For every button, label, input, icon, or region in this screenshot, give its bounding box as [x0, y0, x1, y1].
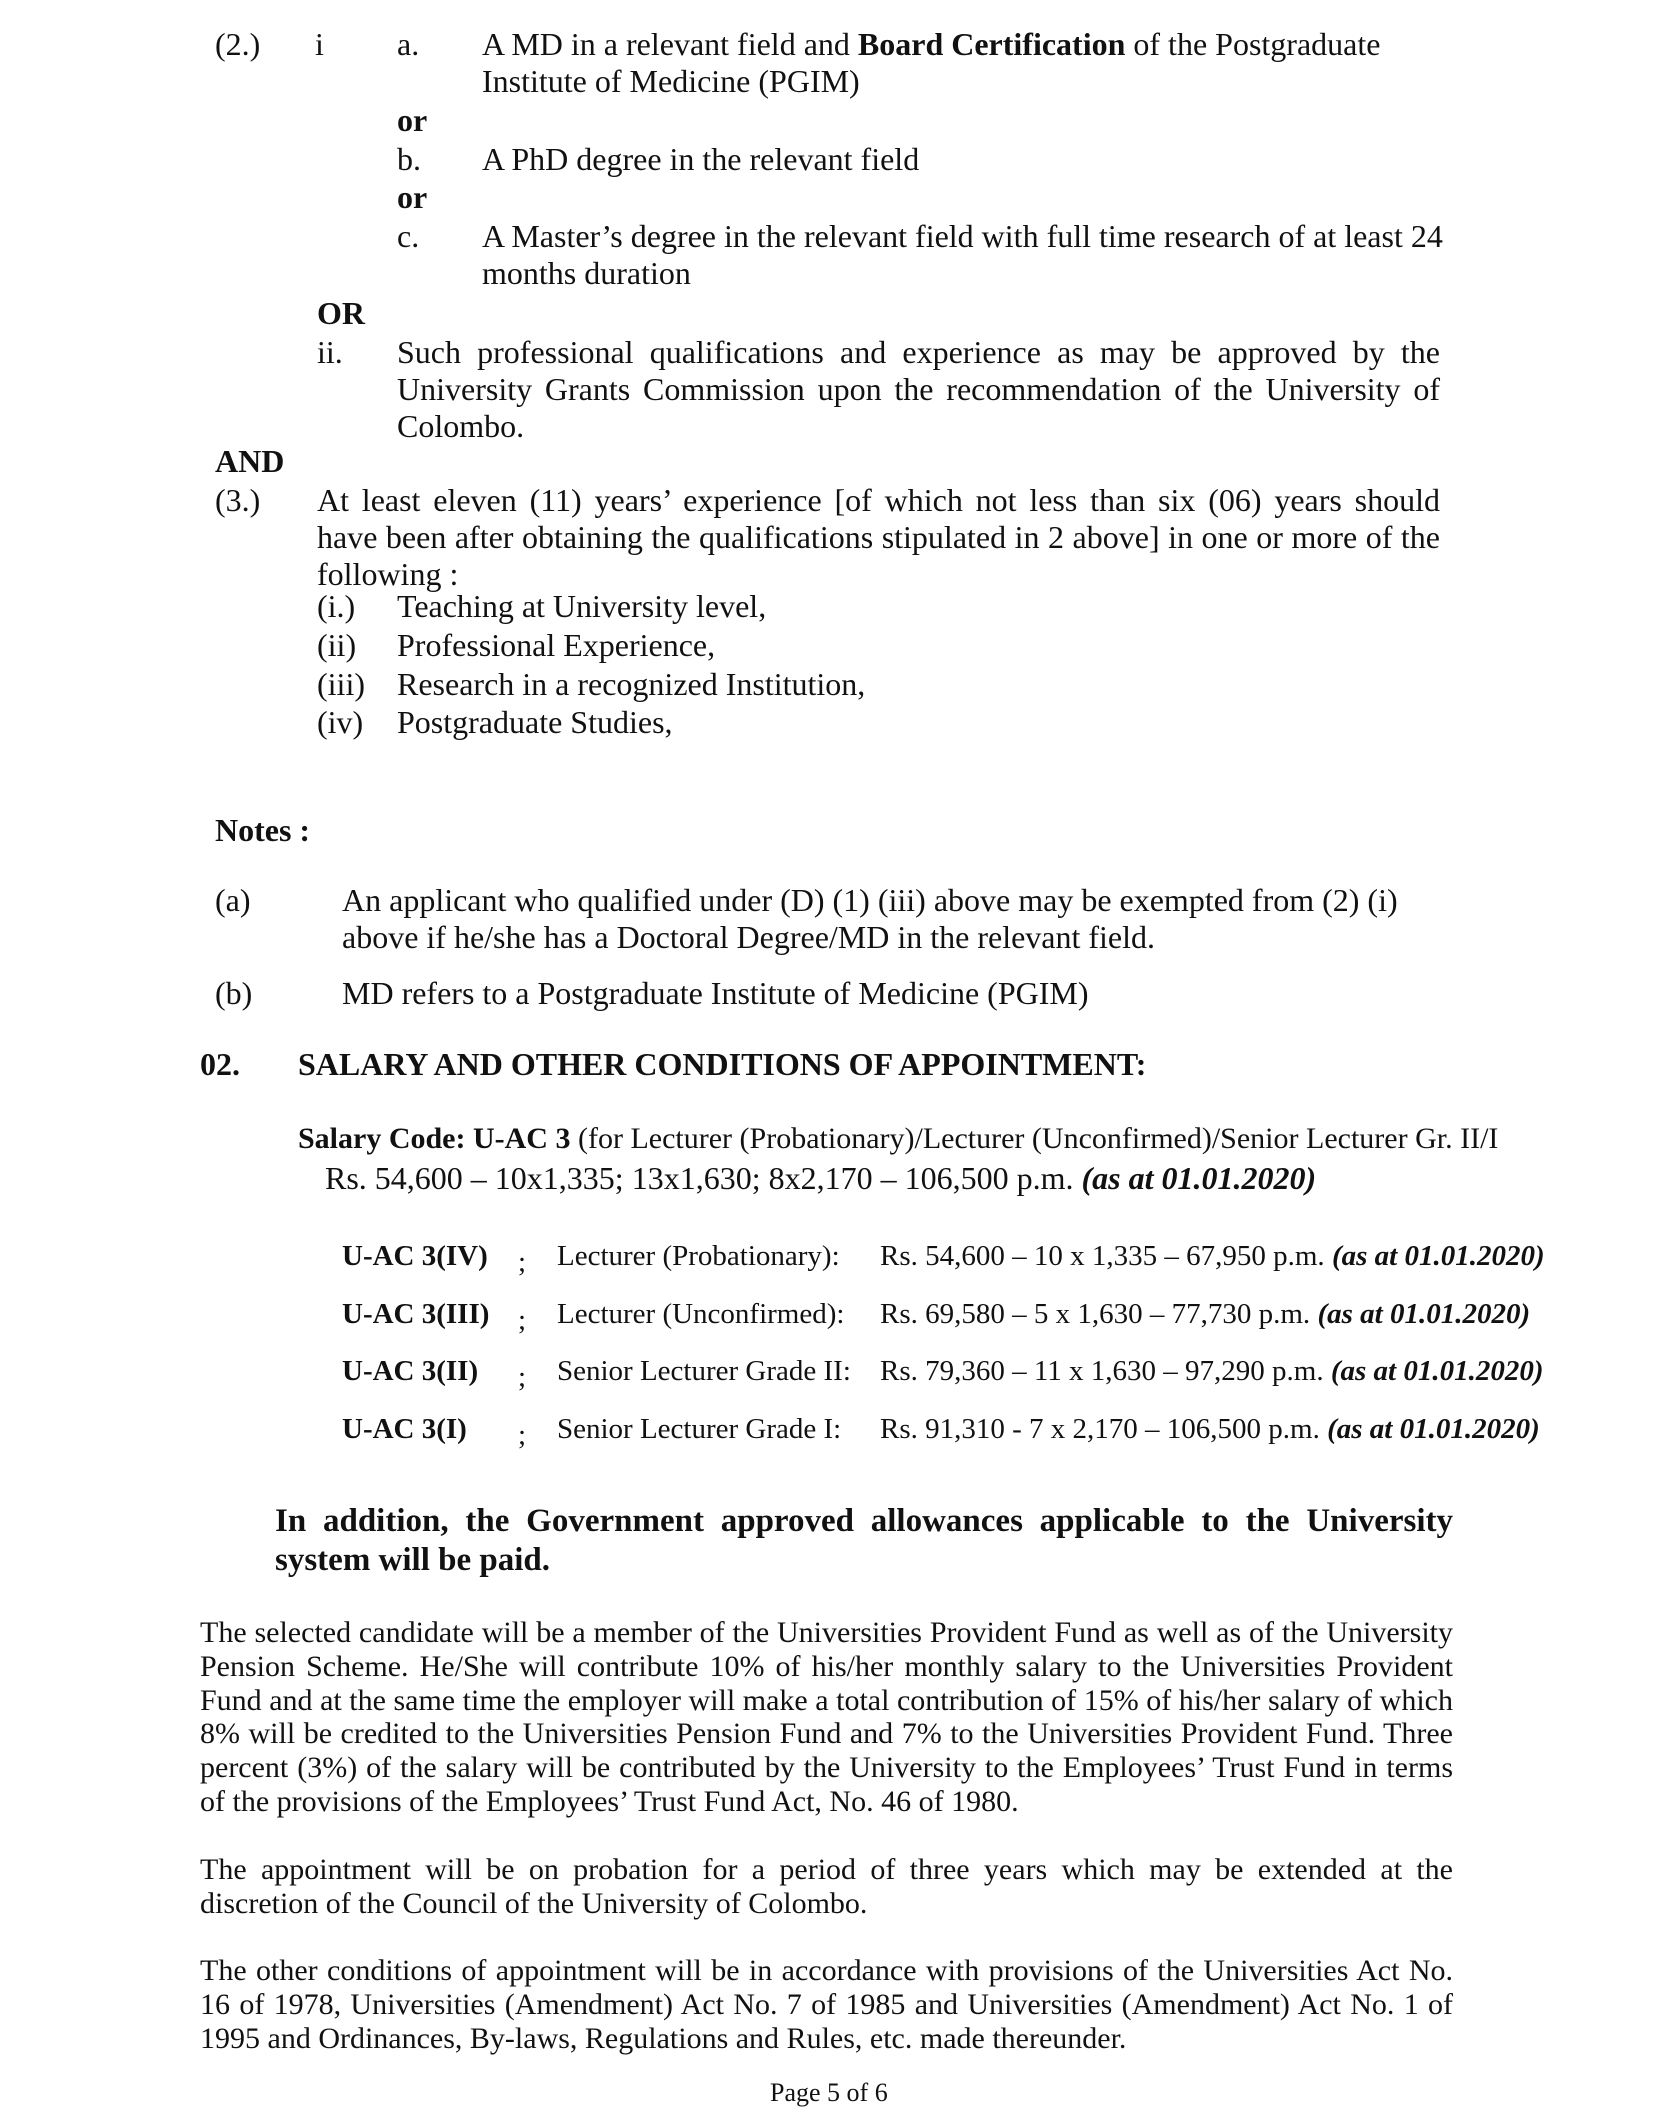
- allowances-statement: In addition, the Government approved allowances applicable to the University system will be paid.: [275, 1503, 1453, 1578]
- salary-row-grade: Senior Lecturer Grade I:: [557, 1413, 842, 1445]
- salary-row-grade: Lecturer (Unconfirmed):: [557, 1298, 845, 1330]
- section-02-number: 02.: [200, 1046, 240, 1082]
- and-connector: AND: [215, 443, 285, 479]
- salary-row-scale: Rs. 91,310 - 7 x 2,170 – 106,500 p.m. (as at 01.01.2020): [880, 1413, 1540, 1445]
- salary-row-grade: Senior Lecturer Grade II:: [557, 1355, 851, 1387]
- salary-row-code: U-AC 3(II): [342, 1355, 479, 1387]
- list-item: Postgraduate Studies,: [397, 704, 673, 740]
- item-c-marker: c.: [397, 218, 420, 254]
- salary-row-scale: Rs. 54,600 – 10 x 1,335 – 67,950 p.m. (as at 01.01.2020): [880, 1240, 1545, 1272]
- or-connector-major: OR: [317, 295, 365, 331]
- section-2-number: (2.): [215, 26, 261, 62]
- section-02-heading: SALARY AND OTHER CONDITIONS OF APPOINTMENT:: [298, 1046, 1147, 1082]
- salary-row-separator: ;: [518, 1246, 527, 1278]
- item-a-marker: a.: [397, 26, 420, 62]
- note-a-text: An applicant who qualified under (D) (1) (iii) above may be exempted from (2) (i) above if he/she has a Doctoral Degree/MD in the relevant field.: [342, 882, 1398, 955]
- list-item-marker: (iii): [317, 666, 365, 702]
- salary-row-grade: Lecturer (Probationary):: [557, 1240, 840, 1272]
- item-c-text: A Master’s degree in the relevant field with full time research of at least 24 months duration: [482, 218, 1443, 291]
- note-a-marker: (a): [215, 882, 251, 918]
- salary-row-code: U-AC 3(III): [342, 1298, 490, 1330]
- section-3-number: (3.): [215, 482, 261, 518]
- list-item-marker: (ii): [317, 627, 357, 663]
- salary-row-code: U-AC 3(I): [342, 1413, 467, 1445]
- item-b-marker: b.: [397, 141, 421, 177]
- list-item-marker: (iv): [317, 704, 364, 740]
- list-item-marker: (i.): [317, 588, 356, 624]
- list-item: Research in a recognized Institution,: [397, 666, 866, 702]
- salary-row-scale: Rs. 69,580 – 5 x 1,630 – 77,730 p.m. (as at 01.01.2020): [880, 1298, 1531, 1330]
- notes-heading: Notes :: [215, 812, 311, 848]
- section-3-text: At least eleven (11) years’ experience [of which not less than six (06) years should have been after obtaining the qualifications stipulated in 2 above] in one or more of the following :: [317, 482, 1440, 592]
- note-b-marker: (b): [215, 975, 253, 1011]
- or-connector: or: [397, 102, 428, 138]
- item-ii-text: Such professional qualifications and experience as may be approved by the University Grants Commission upon the recommendation of the University of Colombo.: [397, 334, 1440, 444]
- note-b-text: MD refers to a Postgraduate Institute of Medicine (PGIM): [342, 975, 1089, 1011]
- salary-code-line: Salary Code: U-AC 3 (for Lecturer (Probationary)/Lecturer (Unconfirmed)/Senior Lecturer Gr. II/I: [298, 1122, 1499, 1155]
- list-item: Professional Experience,: [397, 627, 716, 663]
- provident-fund-paragraph: The selected candidate will be a member of the Universities Provident Fund as well as of the University Pension Scheme. He/She will contribute 10% of his/her monthly salary to the Universities Provident Fund and at the same time the employer will make a total contribution of 15% of his/her salary of which 8% will be credited to the Universities Pension Fund and 7% to the Universities Provident Fund. Three percent (3%) of the salary will be contributed by the University to the Employees’ Trust Fund in terms of the provisions of the Employees’ Trust Fund Act, No. 46 of 1980.: [200, 1616, 1453, 1818]
- salary-row-separator: ;: [518, 1304, 527, 1336]
- salary-row-separator: ;: [518, 1361, 527, 1393]
- salary-row-code: U-AC 3(IV): [342, 1240, 488, 1272]
- list-item: Teaching at University level,: [397, 588, 767, 624]
- or-connector: or: [397, 179, 428, 215]
- salary-scale-line: Rs. 54,600 – 10x1,335; 13x1,630; 8x2,170 – 106,500 p.m. (as at 01.01.2020): [325, 1160, 1317, 1196]
- item-b-text: A PhD degree in the relevant field: [482, 141, 920, 177]
- probation-paragraph: The appointment will be on probation for a period of three years which may be extended at the discretion of the Council of the University of Colombo.: [200, 1853, 1453, 1920]
- item-ii-marker: ii.: [317, 334, 343, 370]
- section-2-roman-i: i: [315, 26, 324, 62]
- other-conditions-paragraph: The other conditions of appointment will be in accordance with provisions of the Universities Act No. 16 of 1978, Universities (Amendment) Act No. 7 of 1985 and Universities (Amendment) Act No. 1 of 1995 and Ordinances, By-laws, Regulations and Rules, etc. made thereunder.: [200, 1954, 1453, 2055]
- salary-row-scale: Rs. 79,360 – 11 x 1,630 – 97,290 p.m. (as at 01.01.2020): [880, 1355, 1544, 1387]
- item-a-text: A MD in a relevant field and Board Certification of the Postgraduate Institute of Medicine (PGIM): [482, 26, 1381, 99]
- salary-row-separator: ;: [518, 1419, 527, 1451]
- page-number: Page 5 of 6: [770, 2078, 888, 2107]
